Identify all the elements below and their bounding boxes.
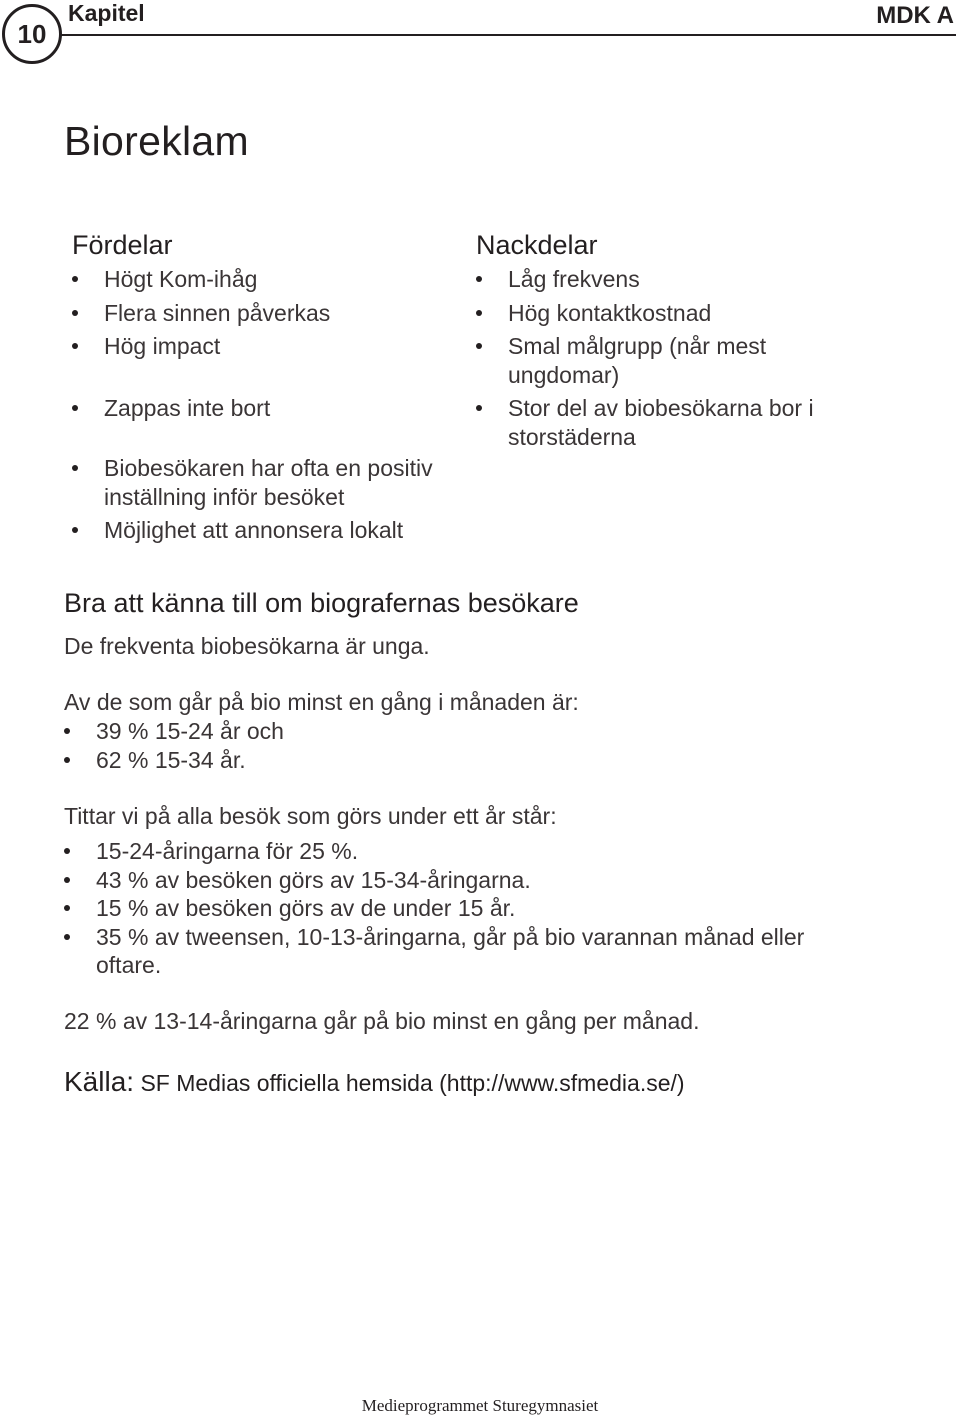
- bullet-icon: [476, 310, 482, 316]
- list-item: Hög kontaktkostnad: [476, 299, 876, 328]
- header-rule: [60, 34, 956, 36]
- bullet-icon: [72, 527, 78, 533]
- list-item: Biobesökaren har ofta en positiv inställning inför besöket: [72, 454, 474, 511]
- page-footer: Medieprogrammet Sturegymnasiet: [361, 1396, 599, 1415]
- bullet-icon: [476, 276, 482, 282]
- list-item: Flera sinnen påverkas: [72, 299, 472, 328]
- list-item: 15 % av besöken görs av de under 15 år.: [64, 894, 864, 923]
- page-header: [0, 0, 960, 70]
- bullet-icon: [72, 343, 78, 349]
- monthly-lead: Av de som går på bio minst en gång i månaden är:: [64, 689, 579, 715]
- yearly-lead: Tittar vi på alla besök som görs under ett år står:: [64, 803, 557, 829]
- list-item: 35 % av tweensen, 10-13-åringarna, går på bio varannan månad eller oftare.: [64, 923, 864, 980]
- disadvantages-list: [476, 265, 876, 451]
- course-code: MDK A: [876, 2, 954, 29]
- bullet-icon: [64, 905, 70, 911]
- advantages-heading: Fördelar: [72, 230, 173, 260]
- list-item: Högt Kom-ihåg: [72, 265, 472, 294]
- list-item: Låg frekvens: [476, 265, 876, 294]
- bullet-icon: [64, 848, 70, 854]
- bullet-icon: [72, 310, 78, 316]
- bullet-icon: [476, 405, 482, 411]
- list-item: Möjlighet att annonsera lokalt: [72, 516, 472, 545]
- chapter-label: Kapitel: [68, 0, 145, 26]
- advantages-list: [72, 265, 472, 545]
- bullet-icon: [72, 276, 78, 282]
- source-text: SF Medias officiella hemsida (http://www.sfmedia.se/): [140, 1070, 685, 1096]
- source-label: Källa:: [64, 1066, 135, 1097]
- source-line: [64, 1066, 685, 1098]
- closing-statement: 22 % av 13-14-åringarna går på bio minst en gång per månad.: [64, 1008, 700, 1034]
- list-item: 39 % 15-24 år och: [64, 717, 924, 746]
- disadvantages-column: [476, 230, 876, 451]
- section-intro: De frekventa biobesökarna är unga.: [64, 633, 430, 659]
- bullet-icon: [72, 465, 78, 471]
- list-item: Zappas inte bort: [72, 394, 472, 423]
- list-item: 62 % 15-34 år.: [64, 746, 924, 775]
- list-item: 43 % av besöken görs av 15-34-åringarna.: [64, 866, 864, 895]
- list-item: Hög impact: [72, 332, 472, 361]
- list-item: Stor del av biobesökarna bor i storstäderna: [476, 394, 868, 451]
- disadvantages-heading: Nackdelar: [476, 230, 598, 260]
- bullet-icon: [72, 405, 78, 411]
- bullet-icon: [64, 877, 70, 883]
- monthly-list: [64, 717, 924, 774]
- list-item: 15-24-åringarna för 25 %.: [64, 837, 864, 866]
- section-heading: Bra att känna till om biografernas besökare: [64, 588, 579, 618]
- page-title: Bioreklam: [64, 118, 249, 164]
- advantages-column: [72, 230, 472, 545]
- yearly-list: [64, 837, 864, 980]
- chapter-number-badge: 10: [2, 4, 62, 64]
- bullet-icon: [64, 934, 70, 940]
- bullet-icon: [64, 728, 70, 734]
- bullet-icon: [64, 757, 70, 763]
- list-item: Smal målgrupp (når mest ungdomar): [476, 332, 768, 389]
- bullet-icon: [476, 343, 482, 349]
